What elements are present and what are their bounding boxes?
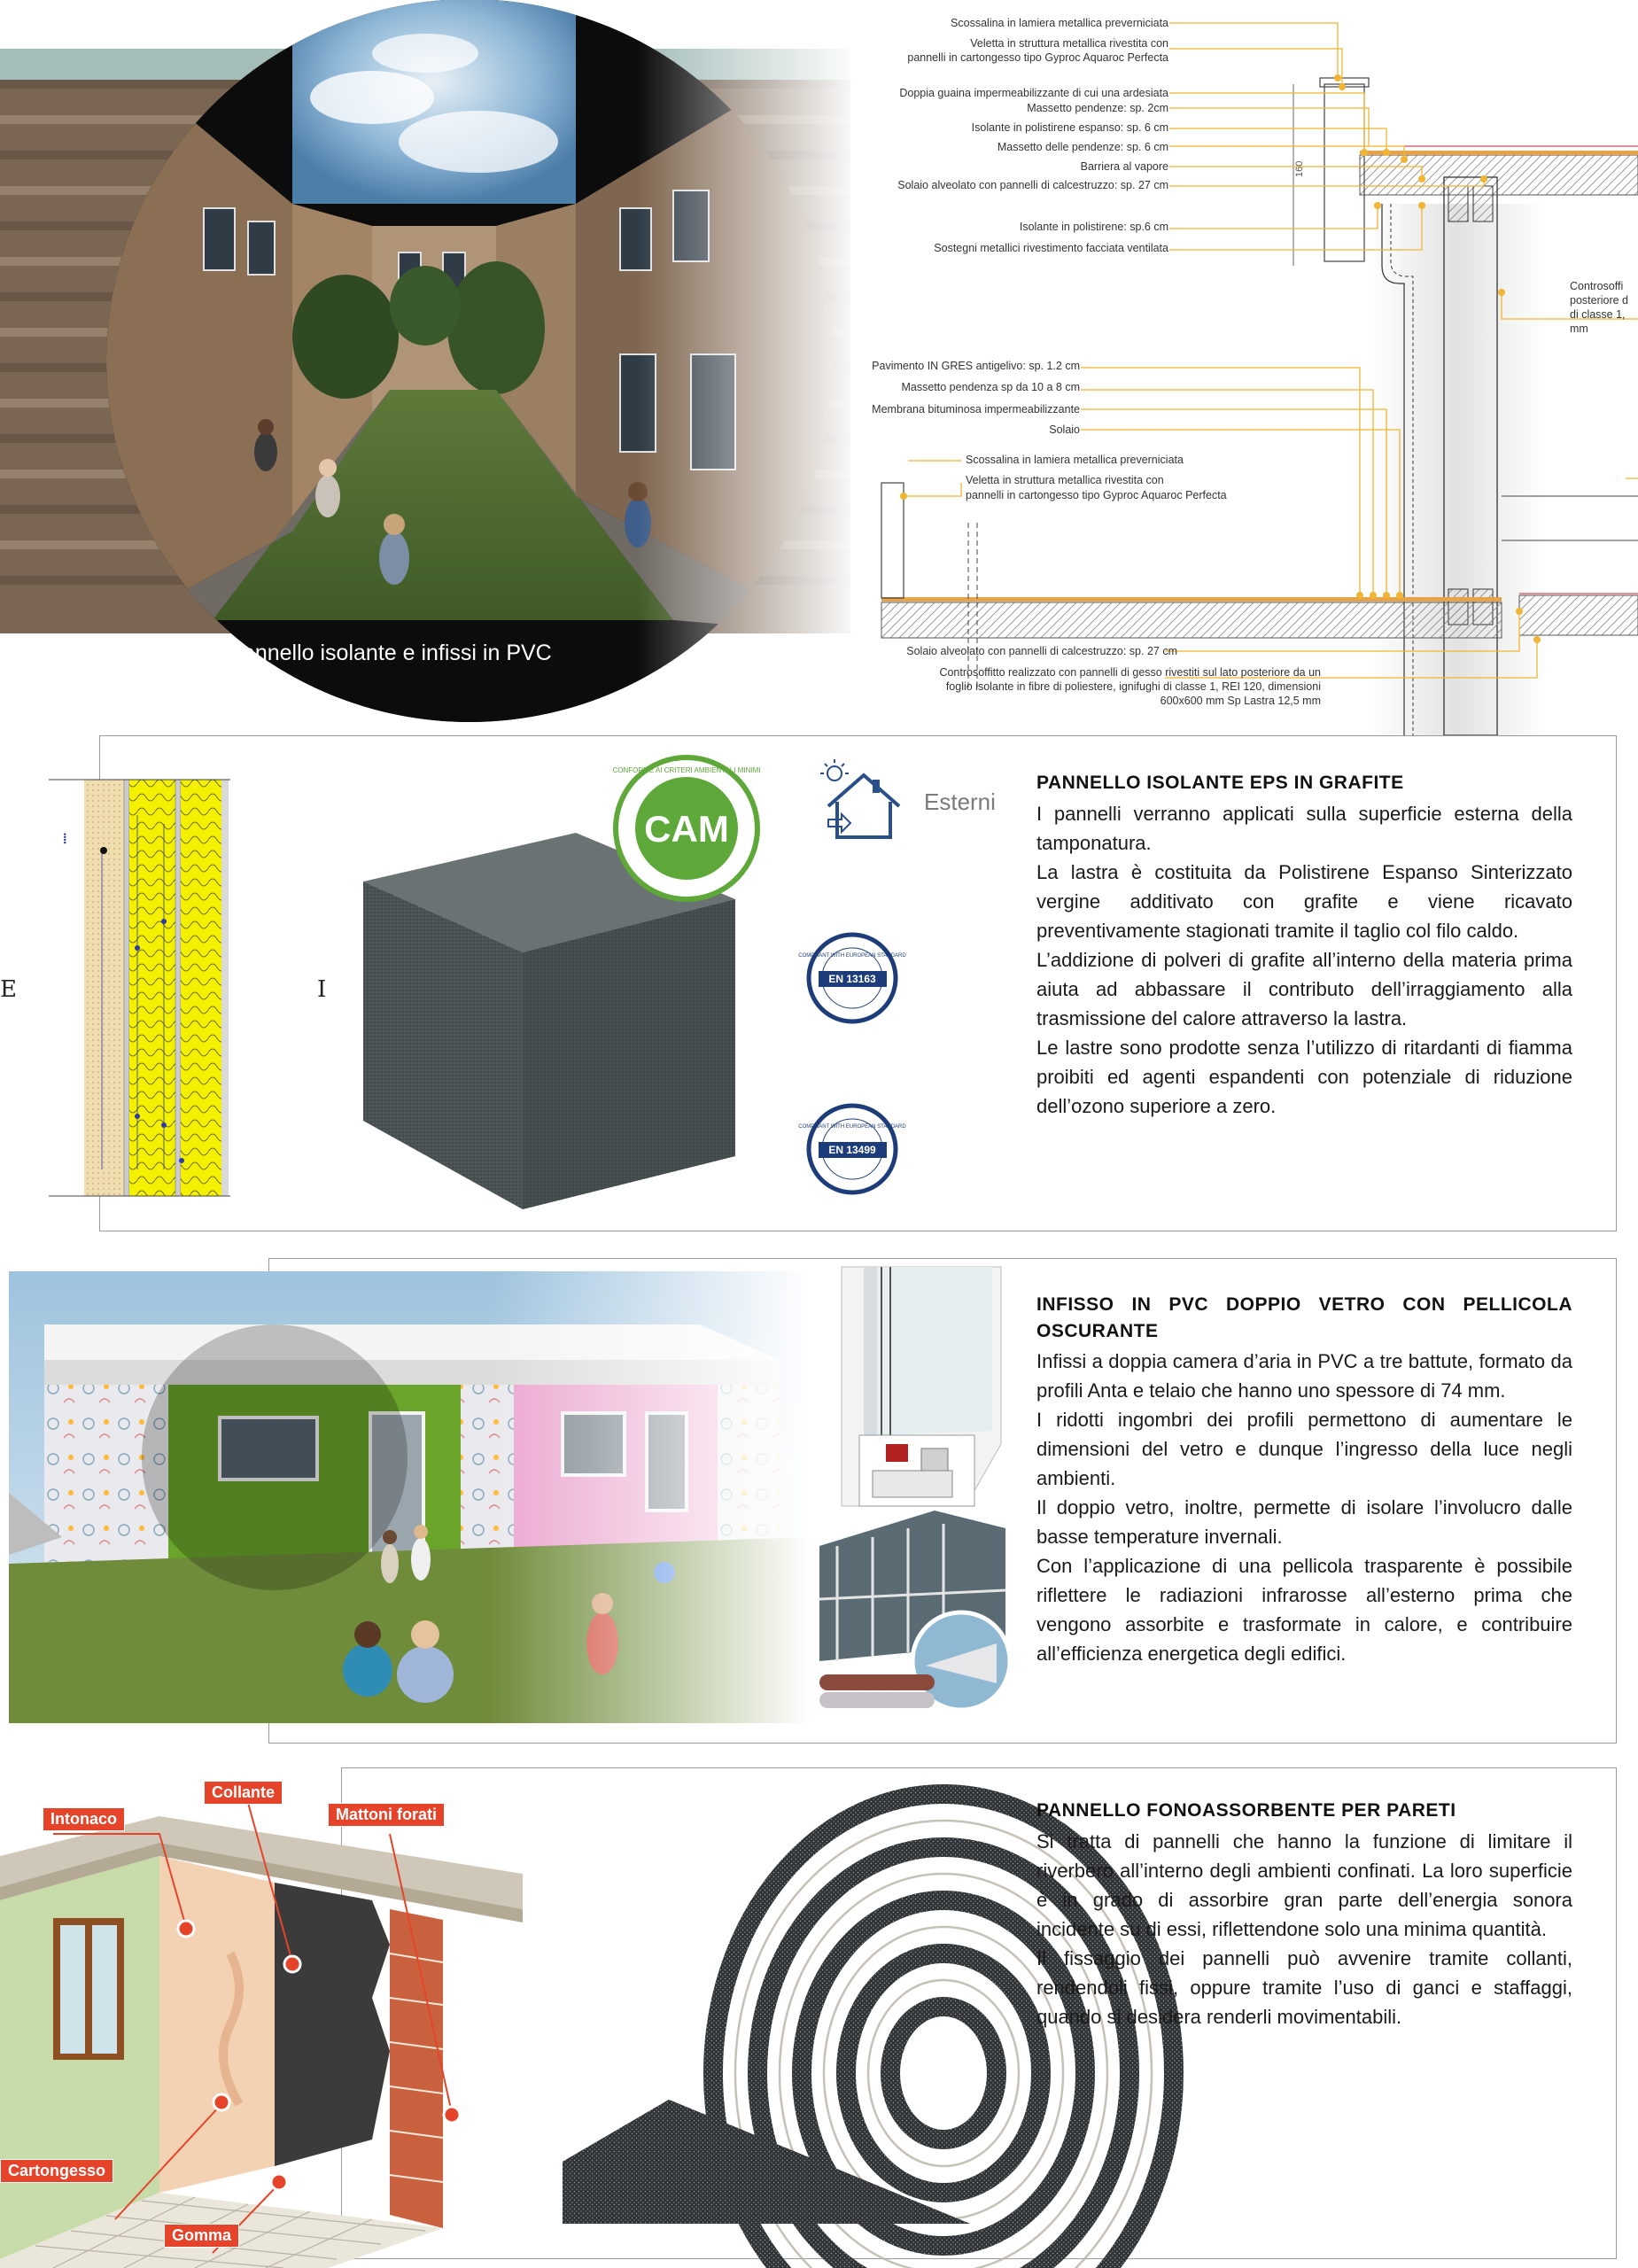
detail-label-3: pannelli in cartongesso tipo Gyproc Aquaroc Perfecta: [907, 51, 1168, 64]
detail-label-10: Isolante in polistirene: sp.6 cm: [1019, 221, 1168, 233]
detail-bottom-label-1: Solaio alveolato con pannelli di calcestruzzo: sp. 27 cm: [906, 645, 1177, 657]
sound-paragraph-2: Il fissaggio dei pannelli può avvenire tramite collanti, rendendoli fissi, oppure tramite l’uso di ganci e staffaggi, quando si desidera renderli movimentabili.: [1036, 1947, 1572, 2028]
construction-detail-drawing: [864, 0, 1638, 735]
sound-absorbing-roll-image: [563, 1807, 970, 2224]
detail-label-7: Massetto delle pendenze: sp. 6 cm: [997, 141, 1168, 153]
eps-paragraph-4: Le lastre sono prodotte senza l’utilizzo di ritardanti di fiamma proibiti ed agenti espandenti con potenziale di riduzione dell’ozono superiore a zero.: [1036, 1037, 1572, 1117]
eps-paragraph-2: La lastra è costituita da Polistirene Espanso Sinterizzato vergine additivato con grafite e viene ricavato preventivamente stagionati tramite il taglio col filo caldo.: [1036, 861, 1572, 942]
svg-text:••••: ••••: [60, 833, 69, 844]
detail-mid-label-2: Massetto pendenza sp da 10 a 8 cm: [901, 381, 1080, 393]
wall-stratigraphy-drawing: [49, 762, 230, 1205]
eps-section-title: PANNELLO ISOLANTE EPS IN GRAFITE: [1036, 773, 1404, 793]
detail-bottom-label-4: 600x600 mm Sp Lastra 12,5 mm: [1160, 695, 1321, 707]
detail-left-label-2: Veletta in struttura metallica rivestita con: [966, 474, 1164, 486]
detail-label-9: Solaio alveolato con pannelli di calcestruzzo: sp. 27 cm: [897, 179, 1168, 191]
en-13163-badge: [798, 932, 906, 1025]
detail-label-4: Doppia guaina impermeabilizzante di cui una ardesiata: [899, 87, 1168, 99]
en-13163-text: EN 13163: [828, 973, 876, 985]
pvc-window-profile-image: [824, 1267, 1001, 1506]
sound-section-title: PANNELLO FONOASSORBENTE PER PARETI: [1036, 1800, 1456, 1821]
detail-left-label-3: pannelli in cartongesso tipo Gyproc Aquaroc Perfecta: [966, 489, 1227, 501]
eps-section-body: [1036, 799, 1572, 1121]
en-13499-badge: [798, 1103, 906, 1196]
detail-bottom-label-3: foglio isolante in fibre di poliestere, ignifughi di classe 1, REI 120, dimensioni: [945, 680, 1321, 693]
hero-caption: Pannello isolante e infissi in PVC: [228, 641, 552, 665]
pvc-paragraph-3: Il doppio vetro, inoltre, permette di isolare l’involucro dalle basse temperature invernali.: [1036, 1496, 1572, 1548]
school-building-render: [9, 1271, 811, 1723]
tag-intonaco: Intonaco: [43, 1807, 125, 1831]
detail-label-6: Isolante in polistirene espanso: sp. 6 cm: [971, 121, 1168, 134]
detail-right-label-1: Controsoffi: [1570, 280, 1624, 292]
en-13499-ring-text: COMPLIANT WITH EUROPEAN STANDARD: [798, 1124, 906, 1130]
esterni-label: Esterni: [924, 788, 996, 815]
sound-section-body: [1036, 1827, 1572, 2031]
detail-right-label-2: posteriore d: [1570, 294, 1629, 307]
detail-left-label-1: Scossalina in lamiera metallica preverniciata: [966, 454, 1184, 466]
detail-label-11: Sostegni metallici rivestimento facciata ventilata: [934, 242, 1168, 254]
detail-mid-label-3: Membrana bituminosa impermeabilizzante: [872, 403, 1080, 416]
cam-ring-text: CONFORME AI CRITERI AMBIENTALI MINIMI: [612, 766, 761, 774]
courtyard-illustration: [0, 0, 850, 718]
pvc-section-body: [1036, 1347, 1572, 1668]
pvc-paragraph-1: Infissi a doppia camera d’aria in PVC a tre battute, formato da profili Anta e telaio che hanno uno spessore di 74 mm.: [1036, 1350, 1572, 1402]
pvc-section-title: INFISSO IN PVC DOPPIO VETRO CON PELLICOLA OSCURANTE: [1036, 1294, 1572, 1341]
tag-gomma: Gomma: [164, 2224, 239, 2248]
detail-right-label-4: mm: [1570, 322, 1588, 335]
detail-label-1: Scossalina in lamiera metallica preverniciata: [951, 17, 1168, 29]
detail-label-2: Veletta in struttura metallica rivestita con: [970, 37, 1168, 50]
courtyard-render: [0, 0, 850, 718]
eps-paragraph-1: I pannelli verranno applicati sulla superficie esterna della tamponatura.: [1036, 803, 1572, 854]
detail-right-label-3: di classe 1,: [1570, 308, 1626, 321]
eps-paragraph-3: L’addizione di polveri di grafite all’interno della materia prima aiuta ad abbassare il contributo dell’irraggiamento alla trasmissione del calore attraverso la lastra.: [1036, 949, 1572, 1029]
sound-paragraph-1: Si tratta di pannelli che hanno la funzione di limitare il riverbero all’interno degli ambienti confinati. La loro superficie è in grado di assorbire gran parte dell’energia sonora incidente su di essi, riflettendone solo una minima quantità.: [1036, 1830, 1572, 1940]
pvc-paragraph-4: Con l’applicazione di una pellicola trasparente è possibile riflettere le radiazioni infrarosse all’esterno prima che vengono assorbite e trasformate in calore, e contribuire all’efficienza energetica degli edifici.: [1036, 1555, 1572, 1665]
tag-collante: Collante: [204, 1781, 283, 1805]
house-exterior-icon: [815, 757, 912, 846]
exterior-letter: E: [0, 976, 17, 1003]
dimension-label: 160: [1294, 160, 1305, 177]
cam-badge-text: CAM: [644, 808, 729, 850]
tag-mattoni-forati: Mattoni forati: [328, 1803, 445, 1827]
en-13499-text: EN 13499: [828, 1144, 876, 1156]
detail-label-5: Massetto pendenze: sp. 2cm: [1027, 102, 1168, 114]
wall-layers-cutaway-drawing: [0, 1767, 523, 2268]
darkening-film-image: [819, 1511, 1005, 1723]
detail-bottom-label-2: Controsoffitto realizzato con pannelli di gesso rivestiti sul lato posteriore da un: [939, 666, 1321, 679]
cam-certification-badge: [611, 753, 762, 904]
pvc-paragraph-2: I ridotti ingombri dei profili permettono di aumentare le dimensioni del vetro e dunque l’ingresso della luce negli ambienti.: [1036, 1409, 1572, 1489]
detail-mid-label-4: Solaio: [1049, 423, 1080, 436]
detail-mid-label-1: Pavimento IN GRES antigelivo: sp. 1.2 cm: [872, 360, 1080, 372]
interior-letter: I: [317, 976, 327, 1003]
tag-cartongesso: Cartongesso: [0, 2159, 113, 2183]
detail-label-8: Barriera al vapore: [1080, 160, 1168, 173]
en-13163-ring-text: COMPLIANT WITH EUROPEAN STANDARD: [798, 953, 906, 959]
